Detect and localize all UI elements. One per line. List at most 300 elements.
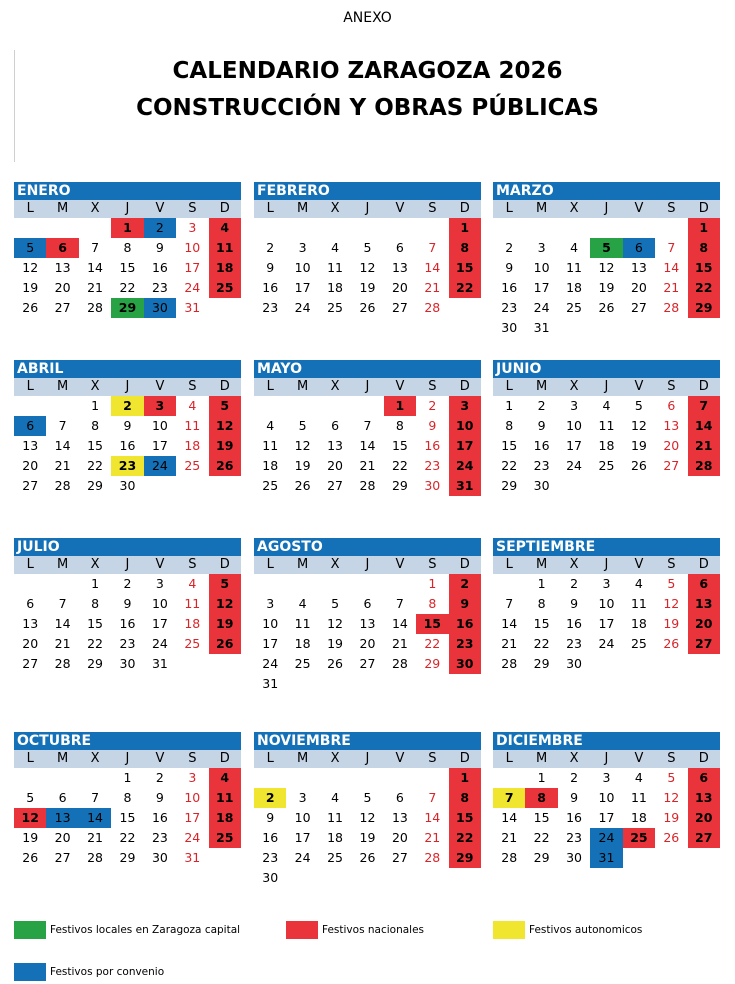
day-cell: 29 [688, 298, 720, 318]
day-cell: 10 [184, 240, 201, 255]
day-cell: 11 [598, 418, 615, 433]
day-cell: 18 [209, 808, 241, 828]
weekday-header [254, 750, 481, 768]
day-cell: 30 [262, 870, 279, 885]
day-cell: 30 [566, 850, 582, 865]
day-cell: 13 [22, 438, 39, 453]
day-cell: 5 [667, 770, 676, 785]
day-cell: 19 [22, 830, 39, 845]
day-cell: 15 [87, 438, 103, 453]
day-cell: 21 [424, 280, 441, 295]
day-cell: 18 [630, 810, 647, 825]
weekday-label: L [266, 557, 274, 572]
day-cell: 12 [14, 808, 46, 828]
day-cell: 15 [533, 616, 550, 631]
day-cell: 17 [294, 830, 311, 845]
weekday-label: X [90, 379, 100, 394]
day-cell: 20 [391, 280, 408, 295]
weekday-label: X [90, 201, 100, 216]
day-cell: 28 [54, 656, 71, 671]
day-cell: 18 [294, 636, 311, 651]
month-name: ENERO [14, 182, 241, 200]
month-name: FEBRERO [254, 182, 481, 200]
day-cell: 4 [602, 398, 611, 413]
legend-nacional [286, 921, 424, 939]
weekday-label: L [26, 201, 34, 216]
weekday-label: J [365, 557, 370, 572]
month-name: ABRIL [14, 360, 241, 378]
day-cell: 26 [598, 300, 615, 315]
month-name: DICIEMBRE [493, 732, 720, 750]
day-cell: 4 [266, 418, 275, 433]
day-cell: 28 [359, 478, 376, 493]
day-cell: 13 [391, 260, 408, 275]
day-cell: 2 [111, 396, 143, 416]
day-cell: 20 [359, 636, 376, 651]
day-cell: 16 [566, 810, 582, 825]
day-cell: 27 [688, 634, 720, 654]
month-4 [14, 360, 241, 496]
day-cell: 21 [54, 458, 71, 473]
day-cell: 18 [566, 280, 582, 295]
day-cell: 28 [391, 656, 408, 671]
day-cell: 14 [54, 616, 71, 631]
day-cell: 28 [54, 478, 71, 493]
day-cell: 29 [533, 850, 550, 865]
month-2 [254, 182, 481, 318]
day-cell: 9 [570, 596, 579, 611]
day-cell: 18 [327, 280, 343, 295]
day-cell: 21 [87, 280, 103, 295]
day-cell: 28 [87, 850, 103, 865]
weekday-header [493, 378, 720, 396]
day-cell: 4 [188, 576, 197, 591]
month-name: JULIO [14, 538, 241, 556]
day-cell: 3 [155, 576, 164, 591]
day-cell: 25 [598, 458, 615, 473]
day-cell: 15 [449, 808, 481, 828]
weekday-label: L [26, 557, 34, 572]
day-cell: 4 [298, 596, 307, 611]
day-cell: 13 [663, 418, 680, 433]
weekday-label: D [698, 379, 709, 394]
day-cell: 3 [537, 240, 546, 255]
weekday-label: X [90, 557, 100, 572]
day-cell: 3 [266, 596, 275, 611]
weekday-label: L [26, 751, 34, 766]
day-cell: 28 [424, 850, 441, 865]
day-cell: 16 [119, 616, 136, 631]
day-cell: 21 [391, 636, 408, 651]
day-cell: 17 [184, 260, 201, 275]
day-cell: 27 [359, 656, 376, 671]
day-cell: 10 [151, 596, 168, 611]
day-cell: 19 [294, 458, 311, 473]
weekday-label: X [569, 557, 579, 572]
empty-cell [254, 218, 286, 238]
day-cell: 18 [262, 458, 279, 473]
day-cell: 2 [505, 240, 514, 255]
day-cell: 22 [119, 830, 136, 845]
day-cell: 26 [663, 830, 680, 845]
day-grid [493, 768, 720, 868]
day-cell: 22 [533, 636, 550, 651]
weekday-label: S [428, 201, 437, 216]
empty-cell [416, 218, 448, 238]
empty-cell [79, 768, 111, 788]
empty-cell [319, 768, 351, 788]
day-cell: 5 [634, 398, 643, 413]
day-cell: 22 [688, 278, 720, 298]
day-cell: 23 [262, 300, 279, 315]
day-cell: 26 [359, 300, 376, 315]
weekday-label: J [604, 751, 609, 766]
weekday-label: J [125, 379, 130, 394]
weekday-label: D [459, 751, 470, 766]
legend-local-swatch [14, 921, 46, 939]
day-cell: 27 [391, 300, 408, 315]
day-cell: 26 [209, 456, 241, 476]
day-cell: 11 [566, 260, 582, 275]
day-cell: 23 [449, 634, 481, 654]
day-cell: 29 [87, 656, 103, 671]
weekday-header [14, 378, 241, 396]
weekday-label: V [155, 751, 165, 766]
day-cell: 24 [294, 300, 311, 315]
weekday-label: M [297, 751, 309, 766]
day-cell: 19 [209, 614, 241, 634]
day-cell: 9 [155, 240, 164, 255]
day-cell: 7 [688, 396, 720, 416]
day-grid [14, 396, 241, 496]
day-cell: 18 [184, 616, 201, 631]
month-name: JUNIO [493, 360, 720, 378]
empty-cell [416, 768, 448, 788]
day-cell: 25 [630, 636, 647, 651]
day-cell: 30 [151, 850, 168, 865]
day-cell: 7 [667, 240, 676, 255]
legend-convenio-label: Festivos por convenio [50, 966, 165, 978]
day-cell: 1 [537, 770, 546, 785]
day-cell: 27 [54, 300, 71, 315]
weekday-label: L [266, 379, 274, 394]
day-cell: 29 [501, 478, 518, 493]
day-cell: 7 [91, 790, 100, 805]
day-cell: 6 [623, 238, 655, 258]
calendar-title: CALENDARIO ZARAGOZA 2026 [172, 58, 563, 84]
day-cell: 20 [22, 458, 39, 473]
day-cell: 24 [184, 280, 201, 295]
empty-cell [286, 218, 318, 238]
day-cell: 14 [359, 438, 376, 453]
day-cell: 26 [630, 458, 647, 473]
day-cell: 3 [602, 576, 611, 591]
legend-autonomico [493, 921, 642, 939]
day-cell: 23 [533, 458, 550, 473]
empty-cell [623, 218, 655, 238]
weekday-label: S [667, 379, 676, 394]
day-cell: 12 [209, 416, 241, 436]
day-cell: 25 [209, 278, 241, 298]
day-cell: 24 [566, 458, 582, 473]
day-cell: 7 [363, 418, 372, 433]
day-cell: 17 [566, 438, 582, 453]
day-cell: 26 [209, 634, 241, 654]
day-cell: 26 [22, 300, 39, 315]
day-cell: 14 [501, 810, 518, 825]
day-cell: 22 [533, 830, 550, 845]
day-cell: 8 [91, 418, 100, 433]
day-cell: 20 [327, 458, 343, 473]
month-name: NOVIEMBRE [254, 732, 481, 750]
month-9 [493, 538, 720, 674]
weekday-label: J [365, 379, 370, 394]
day-cell: 16 [151, 810, 168, 825]
day-cell: 7 [58, 418, 67, 433]
day-cell: 25 [209, 828, 241, 848]
day-cell: 8 [537, 596, 546, 611]
day-cell: 12 [359, 810, 376, 825]
empty-cell [655, 218, 687, 238]
day-cell: 6 [688, 768, 720, 788]
day-cell: 2 [449, 574, 481, 594]
weekday-label: S [188, 379, 197, 394]
weekday-label: D [459, 201, 470, 216]
day-cell: 7 [58, 596, 67, 611]
day-cell: 20 [22, 636, 39, 651]
weekday-label: M [536, 751, 548, 766]
day-cell: 29 [449, 848, 481, 868]
weekday-label: S [188, 751, 197, 766]
day-cell: 20 [688, 614, 720, 634]
day-cell: 2 [537, 398, 546, 413]
day-cell: 24 [144, 456, 176, 476]
day-grid [254, 396, 481, 496]
day-grid [254, 574, 481, 694]
day-cell: 4 [634, 576, 643, 591]
day-cell: 22 [501, 458, 518, 473]
day-cell: 11 [327, 260, 343, 275]
month-7 [14, 538, 241, 674]
weekday-header [254, 556, 481, 574]
empty-cell [384, 768, 416, 788]
day-cell: 30 [119, 478, 136, 493]
day-cell: 1 [123, 770, 132, 785]
day-cell: 29 [424, 656, 441, 671]
empty-cell [525, 218, 557, 238]
weekday-label: M [536, 379, 548, 394]
day-cell: 27 [22, 656, 39, 671]
day-cell: 2 [254, 788, 286, 808]
day-cell: 19 [630, 438, 647, 453]
day-cell: 14 [501, 616, 518, 631]
day-cell: 21 [501, 636, 518, 651]
day-cell: 10 [262, 616, 279, 631]
day-cell: 15 [688, 258, 720, 278]
weekday-label: M [57, 751, 69, 766]
month-10 [14, 732, 241, 868]
day-cell: 18 [209, 258, 241, 278]
day-cell: 27 [391, 850, 408, 865]
day-cell: 21 [688, 436, 720, 456]
weekday-label: M [536, 557, 548, 572]
weekday-label: V [395, 201, 405, 216]
day-cell: 23 [111, 456, 143, 476]
day-cell: 23 [119, 636, 136, 651]
day-cell: 18 [630, 616, 647, 631]
day-cell: 14 [424, 260, 441, 275]
day-cell: 4 [188, 398, 197, 413]
day-cell: 10 [184, 790, 201, 805]
day-cell: 26 [22, 850, 39, 865]
day-cell: 28 [501, 656, 518, 671]
day-cell: 16 [262, 280, 279, 295]
day-cell: 16 [424, 438, 441, 453]
day-cell: 8 [123, 790, 132, 805]
day-cell: 12 [598, 260, 615, 275]
empty-cell [14, 396, 46, 416]
day-cell: 9 [123, 418, 132, 433]
weekday-label: J [125, 751, 130, 766]
day-cell: 31 [449, 476, 481, 496]
day-cell: 15 [119, 260, 136, 275]
day-cell: 10 [151, 418, 168, 433]
legend-local-label: Festivos locales en Zaragoza capital [50, 924, 241, 936]
weekday-label: L [505, 379, 513, 394]
day-cell: 15 [533, 810, 550, 825]
day-cell: 12 [630, 418, 647, 433]
day-cell: 23 [566, 636, 582, 651]
day-cell: 27 [663, 458, 680, 473]
day-cell: 9 [266, 260, 275, 275]
day-cell: 17 [184, 810, 201, 825]
day-cell: 1 [449, 768, 481, 788]
day-cell: 11 [262, 438, 279, 453]
day-cell: 11 [209, 238, 241, 258]
day-grid [254, 218, 481, 318]
day-cell: 1 [449, 218, 481, 238]
annex-label: ANEXO [343, 10, 392, 26]
day-cell: 3 [188, 220, 197, 235]
day-cell: 13 [688, 788, 720, 808]
day-cell: 14 [54, 438, 71, 453]
day-cell: 13 [391, 810, 408, 825]
day-cell: 15 [449, 258, 481, 278]
legend-autonomico-label: Festivos autonomicos [529, 924, 643, 936]
day-cell: 6 [26, 596, 35, 611]
empty-cell [79, 218, 111, 238]
day-cell: 3 [144, 396, 176, 416]
weekday-label: V [634, 751, 644, 766]
day-cell: 20 [663, 438, 680, 453]
day-cell: 26 [359, 850, 376, 865]
month-3 [493, 182, 720, 338]
day-cell: 20 [630, 280, 647, 295]
weekday-label: L [266, 201, 274, 216]
day-cell: 7 [428, 790, 437, 805]
empty-cell [14, 574, 46, 594]
day-cell: 11 [184, 418, 201, 433]
day-cell: 20 [54, 280, 71, 295]
day-cell: 13 [630, 260, 647, 275]
day-cell: 24 [590, 828, 622, 848]
day-cell: 30 [119, 656, 136, 671]
weekday-label: X [330, 751, 340, 766]
day-cell: 6 [14, 416, 46, 436]
day-cell: 9 [155, 790, 164, 805]
day-cell: 31 [151, 656, 168, 671]
weekday-header [14, 750, 241, 768]
day-cell: 28 [501, 850, 518, 865]
day-cell: 8 [505, 418, 514, 433]
day-cell: 11 [294, 616, 311, 631]
day-cell: 27 [327, 478, 343, 493]
weekday-label: D [698, 201, 709, 216]
day-cell: 16 [566, 616, 582, 631]
day-cell: 18 [327, 830, 343, 845]
day-cell: 27 [630, 300, 647, 315]
day-cell: 14 [87, 260, 103, 275]
day-cell: 14 [391, 616, 408, 631]
day-cell: 12 [663, 596, 680, 611]
day-cell: 6 [667, 398, 676, 413]
day-cell: 7 [505, 596, 514, 611]
month-5 [254, 360, 481, 496]
day-cell: 20 [391, 830, 408, 845]
day-cell: 8 [449, 788, 481, 808]
day-cell: 5 [363, 790, 372, 805]
day-cell: 25 [327, 850, 343, 865]
day-cell: 20 [688, 808, 720, 828]
day-cell: 21 [501, 830, 518, 845]
legend-nacional-swatch [286, 921, 318, 939]
day-cell: 9 [537, 418, 546, 433]
day-cell: 2 [123, 576, 132, 591]
day-cell: 19 [359, 830, 376, 845]
day-cell: 24 [294, 850, 311, 865]
day-cell: 27 [22, 478, 39, 493]
day-cell: 17 [598, 616, 615, 631]
weekday-label: S [667, 201, 676, 216]
weekday-label: D [459, 379, 470, 394]
day-cell: 17 [533, 280, 550, 295]
day-cell: 12 [327, 616, 343, 631]
day-cell: 9 [266, 810, 275, 825]
day-cell: 2 [144, 218, 176, 238]
day-cell: 13 [22, 616, 39, 631]
empty-cell [319, 218, 351, 238]
day-cell: 6 [58, 790, 67, 805]
day-cell: 25 [566, 300, 582, 315]
day-cell: 1 [91, 398, 100, 413]
day-cell: 21 [663, 280, 680, 295]
weekday-label: M [57, 379, 69, 394]
day-cell: 14 [79, 808, 111, 828]
weekday-label: J [604, 379, 609, 394]
day-cell: 28 [87, 300, 103, 315]
weekday-label: M [57, 201, 69, 216]
empty-cell [590, 218, 622, 238]
day-cell: 8 [395, 418, 404, 433]
legend-nacional-label: Festivos nacionales [322, 924, 425, 936]
day-cell: 24 [184, 830, 201, 845]
weekday-label: J [604, 201, 609, 216]
day-cell: 23 [566, 830, 582, 845]
day-cell: 2 [428, 398, 437, 413]
empty-cell [493, 218, 525, 238]
weekday-label: X [569, 751, 579, 766]
day-cell: 15 [391, 438, 408, 453]
